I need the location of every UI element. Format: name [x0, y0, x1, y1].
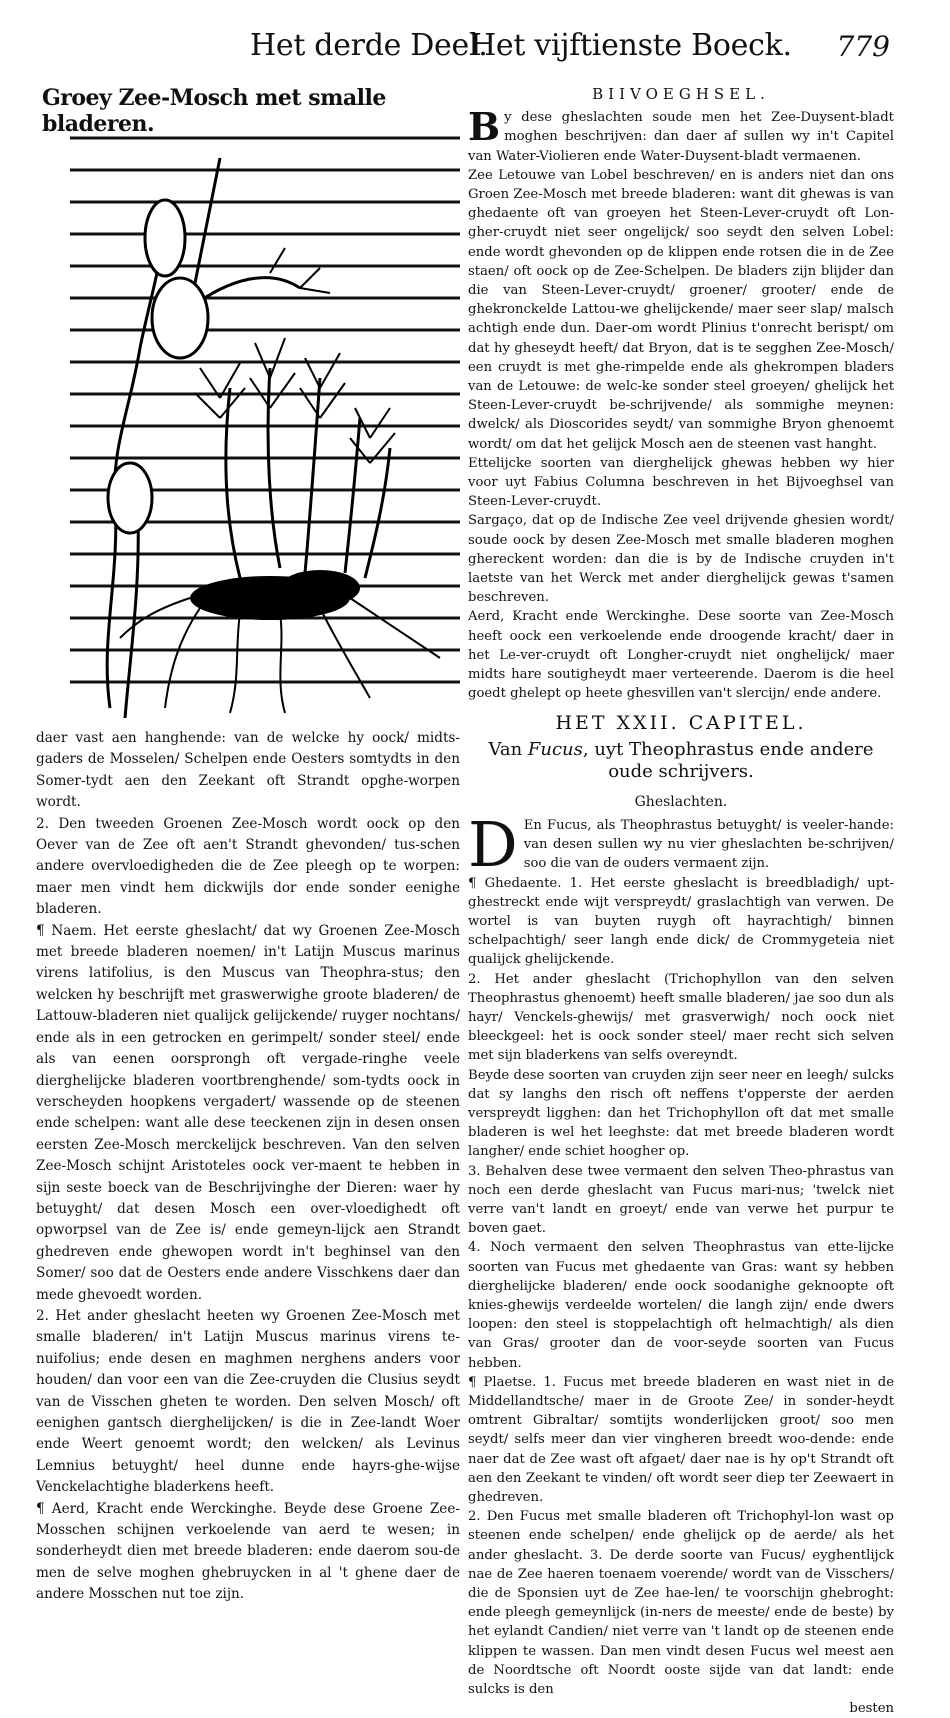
- roots: [120, 598, 440, 713]
- chapter-subtitle-pre: Van: [488, 738, 528, 760]
- paragraph: 4. Noch vermaent den selven Theophrastus van ette-lijcke soorten van Fucus met ghedaente van Gras: want sy hebben dierghelijcke bladeren/ ende oock soodanighe geknoopte oft knies-ghewijs verdeelde wortelen/ die langh zijn/ ende dwers loopen: den steel is stoppelachtigh oft helmachtigh/ als dien van Gras/ grooter dan de voor-seyde soorten van Fucus hebben.: [468, 1240, 894, 1371]
- section-title-bijvoeghsel: BIIVOEGHSEL.: [592, 85, 770, 103]
- root-mass: [190, 570, 360, 620]
- running-head: [250, 28, 890, 68]
- paragraph: 2. Het ander gheslacht heeten wy Groenen Zee-Mosch met smalle bladeren/ in't Latijn Muscus marinus virens te-nuifolius; ende desen en maghmen nerghens anders voor houden/ dan voor een van die Zee-cruyden die Clusius seydt van de Visschen gheten te worden. Den selven Mosch/ oft eenighen gantsch dierghelijcken/ is die in Zee-landt Woer ende Weert genoemt wordt; den welcken/ als Levinus Lemnius betuyght/ heel dunne ende hayrs-ghe-wijse Venckelachtighe bladerkens heeft.: [36, 1307, 460, 1496]
- fronds: [195, 248, 395, 463]
- chapter-subtitle: [468, 739, 894, 783]
- paragraph: Sargaço, dat op de Indische Zee veel drijvende ghesien wordt/ soude oock by desen Zee-Mosch met smalle bladeren moghen ghereckent worden: dan die is by de Indische cruyden in't laetste van het Werck met ander dierghelijck gewas t'samen beschreven.: [468, 513, 894, 606]
- left-column-text: [36, 728, 460, 1606]
- page-number: 779: [836, 30, 890, 63]
- right-column-text: [468, 85, 894, 1718]
- paragraph: ¶ Plaetse. 1. Fucus met breede bladeren en wast niet in de Middellandtsche/ maer in de Groote Zee/ in sonder-heydt omtrent Gibraltar/ somtijts wonderlijcken groot/ soo men seydt/ selfs meer dan vier vingheren breedt woo-dende: ende naer dat de Zee wast oft afgaet/ daer nae is hy op't Strandt oft aen den Zeekant te vinden/ oft wordt seer diep ter Zeewaert in ghedreven.: [468, 1374, 894, 1506]
- paragraph-text: y dese gheslachten soude men het Zee-Duysent-bladt moghen beschrijven: dan daer af sullen wy in't Capitel van Water-Violieren ende Water-Duysent-bladt vermaenen.: [468, 110, 894, 164]
- figure-caption: Groey Zee-Mosch met smalle bladeren.: [42, 85, 386, 137]
- running-head-book: Het vijftienste Boeck.: [470, 28, 792, 63]
- drop-capital: D: [468, 807, 518, 881]
- catchword: besten: [849, 1701, 894, 1717]
- chapter-title: HET XXII. CAPITEL.: [555, 711, 807, 734]
- paragraph: ¶ Naem. Het eerste gheslacht/ dat wy Groenen Zee-Mosch met breede bladeren noemen/ in't Latijn Muscus marinus virens latifolius, is den Muscus van Theophra-stus; den welcken hy beschrijft met graswerwighe groote bladeren/ de Lattouw-bladeren niet qualijck gelijckende/ ruyger nochtans/ ende als in een getrocken en gerimpelt/ sonder steel/ ende als van eenen oorsprongh oft vergade-ringhe veele dierghelijcke bladeren voortbrenghende/ som-tydts oock in verscheyden hoopkens vergadert/ wassende op de steenen ende schelpen: want alle dese teeckenen zijn in desen onsen eersten Zee-Mosch merckelijck beschreven. Van den selven Zee-Mosch schijnt Aristoteles oock ver-maent te hebben in sijn seste boeck van de Beschrijvinghe der Dieren: waer hy betuyght/ dat desen Mosch een over-vloedighedt oft opworpsel van de Zee is/ ende gemeyn-lijck aen Strandt ghedreven ende ghewopen wordt in't beghinsel van den Somer/ soo dat de Oesters ende andere Visschkens daer dan mede ghevoedt worden.: [36, 922, 460, 1303]
- woodcut-illustration: [70, 118, 460, 718]
- paragraph: Beyde dese soorten van cruyden zijn seer neer en leegh/ sulcks dat sy langhs den risch oft neffens t'opperste der aerden verspreydt ligghen: dan het Trichophyllon oft dat met smalle bladeren is wel het leeghste: dat met breede bladeren wordt langher/ ende schiet hoogher op.: [468, 1067, 894, 1160]
- paragraph: ¶ Aerd, Kracht ende Werckinghe. Beyde dese Groene Zee-Mosschen schijnen verkoelende van aerd te wesen; in sonderheydt dien met breede bladeren: ende daerom sou-de men de selve moghen ghebruycken in al 't ghene daer de andere Mosschen nut toe zijn.: [36, 1500, 460, 1603]
- paragraph: Aerd, Kracht ende Werckinghe. Dese soorte van Zee-Mosch heeft oock een verkoelende ende droogende kracht/ daer in het Le-ver-cruydt oft Longher-cruydt niet onghelijck/ maer midts hare soutigheydt maer verteerende. Daerom is die heel goedt ghelept op heete ghesvillen van't slercijn/ ende andere.: [468, 609, 894, 702]
- paragraph: 2. Den tweeden Groenen Zee-Mosch wordt oock op den Oever van de Zee oft aen't Strandt ghevonden/ tus-schen andere overvloedigheden die de Zee pleegh op te worpen: maer men vindt hem dickwijls dor ende sonder eenighe bladeren.: [36, 815, 460, 918]
- paragraph: [468, 104, 894, 166]
- paragraph: Ettelijcke soorten van dierghelijck ghewas hebben wy hier voor uyt Fabius Columna beschreven in het Bijvoeghsel van Steen-Lever-cruydt.: [468, 455, 894, 510]
- paragraph: 2. Den Fucus met smalle bladeren oft Trichophyl-lon wast op steenen ende schelpen/ ende ghelijck op de aerde/ als het ander gheslacht. 3. De derde soorte van Fucus/ eyghentlijck nae de Zee haeren toenaem voerende/ wordt van de Visschers/ die de Sponsien uyt de Zee hae-len/ te voorschijn ghebroght: ende pleegh gemeynlijck (in-ners de meeste/ ende de beste) by het eylandt Candien/ niet verre van 't landt op de steenen ende klippen te wassen. Dan men vindt desen Fucus wel meest aen de Noordtsche oft Noordt ooste sijde van dat landt: ende sulcks is den: [468, 1509, 894, 1698]
- paragraph: daer vast aen hanghende: van de welcke hy oock/ midts-gaders de Mosselen/ Schelpen ende Oesters somtydts in den Somer-tydt aen den Zeekant oft Strandt opghe-worpen wordt.: [36, 730, 460, 811]
- subsection-heading: Gheslachten.: [634, 793, 728, 810]
- chapter-subtitle-post: , uyt Theophrastus ende andere oude schrijvers.: [582, 738, 874, 782]
- paragraph: ¶ Ghedaente. 1. Het eerste gheslacht is breedbladigh/ upt-ghestreckt ende wijt verspreydt/ graslachtigh van verwen. De wortel is van buyten ruygh oft hayrachtigh/ binnen schelpachtigh/ seer langh ende dick/ de Crommygeteia niet qualijck ghelijckende.: [468, 875, 894, 968]
- drop-capital: B: [468, 104, 501, 150]
- plant-stems: [107, 158, 390, 718]
- paragraph: Zee Letouwe van Lobel beschreven/ en is anders niet dan ons Groen Zee-Mosch met breede bladeren: want dit ghewas is van ghedaente oft van groeyen het Steen-Lever-cruydt oft Lon-gher-cruydt niet seer ongelijck/ soo seydt den selven Lobel: ende wordt ghevonden op de klippen ende rotsen die in de Zee staen/ oft oock op de Zee-Schelpen. De bladers zijn blijder dan die van Steen-Lever-cruydt/ groener/ grooter/ ende de ghekronckelde Lattou-we ghelijckende/ maer seer slap/ malsch achtigh ende dun. Daer-om wordt Plinius t'onrecht berispt/ om dat hy gheseydt heeft/ dat Bryon, dat is te segghen Zee-Mosch/ een cruydt is met ghe-rimpelde ende als ghekrompen bladers van de Letouwe: de welc-ke sonder steel groeyen/ ghelijck het Steen-Lever-cruydt be-schrijvende/ als sommighe meynen: dwelck/ als Dioscorides seydt/ van sommighe Bryon ghenoemt wordt/ om dat het gelijck Mosch aen de steenen vast hanght.: [468, 167, 894, 452]
- paragraph: 2. Het ander gheslacht (Trichophyllon van den selven Theophrastus ghenoemt) heeft smalle bladeren/ jae soo dun als hayr/ Venckels-ghewijs/ met grasverwigh/ noch oock niet bleeckgeel: het is oock sonder steel/ maer recht sich selven met sijn bladerkens van selfs overeyndt.: [468, 971, 894, 1064]
- paragraph-text: En Fucus, als Theophrastus betuyght/ is veeler-hande: van desen sullen wy nu vier gheslachten be-schrijven/ soo die van de ouders vermaent zijn.: [523, 817, 894, 872]
- paragraph: [468, 807, 894, 881]
- paragraph: 3. Behalven dese twee vermaent den selven Theo-phrastus van noch een derde gheslacht van Fucus mari-nus; 'twelck niet verre van't landt en groeyt/ ende van verwe het purpur te boven gaet.: [468, 1163, 894, 1237]
- chapter-subtitle-italic: Fucus: [527, 738, 583, 760]
- running-head-part: Het derde Deel.: [250, 28, 488, 63]
